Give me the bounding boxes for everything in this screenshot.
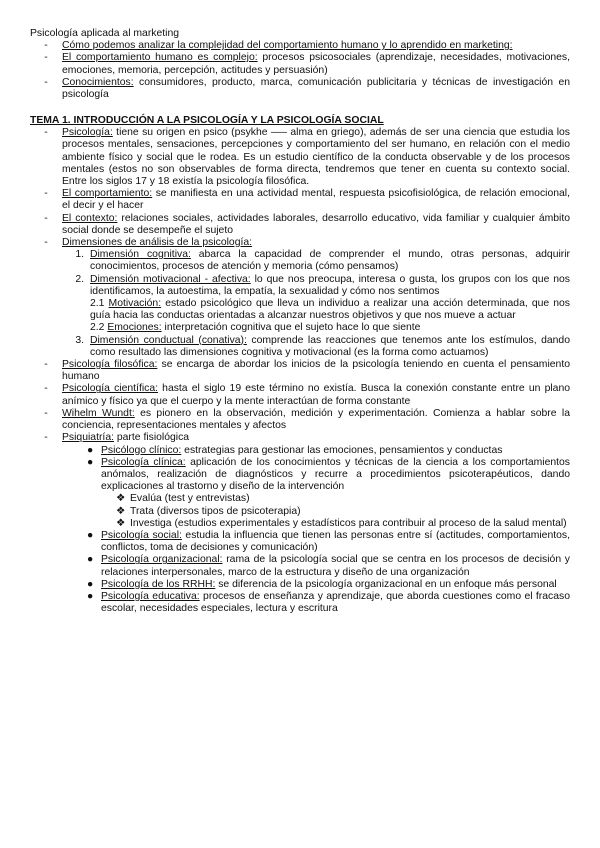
bullet-label: Psicología de los RRHH: [101,578,216,590]
dash-marker: - [44,52,48,64]
bullet-marker: ● [87,554,94,566]
intro-label: Cómo podemos analizar la complejidad del comportamiento humano y lo aprendido en marketing: [62,40,513,52]
diamond-marker: ❖ [116,517,126,529]
dash-marker: - [44,188,48,200]
subdimension-label: Emociones: [107,322,162,334]
bullet-item [87,591,570,615]
diamond-marker: ❖ [116,505,126,517]
diamond-marker: ❖ [116,493,126,505]
bullet-text: se diferencia de la psicología organizacional en un enfoque más personal [215,578,557,590]
intro-label: Conocimientos: [62,76,134,88]
list-item [30,432,570,444]
bullet-item [87,530,570,554]
bullet-label: Psicología educativa: [101,590,200,602]
bullet-text: rama de la psicología social que se centra en los procesos de decisión y relaciones interpersonales, marco de la estructura y diseño de una organización [101,554,570,578]
dimension-label: Dimensión conductual (conativa): [90,334,247,346]
list-item [30,237,570,249]
list-item [30,127,570,188]
list-item [30,408,570,432]
bullet-marker: ● [87,444,94,456]
bullet-marker: ● [87,590,94,602]
bullet-label: Psicología clínica: [101,456,186,468]
bullet-text: aplicación de los conocimientos y técnicas de la ciencia a los comportamientos anómalos, realización de diagnósticos y recurre a procedimientos psicoterapéuticos, dando explicaciones al trastorno y diseño de la intervención [101,456,571,493]
item-label: Psicología filosófica: [62,359,158,371]
dimension-text: abarca la capacidad de comprender el mundo, otras personas, adquirir conocimientos, procesos de atención y memoria (cómo pensamos) [90,249,571,273]
dimension-item [62,274,570,298]
bullet-marker: ● [87,578,94,590]
dimension-number: 1. [75,249,84,261]
dimension-text: lo que nos preocupa, interesa o gusta, los grupos con los que nos identificamos, la autoestima, la empatía, la sexualidad y cómo nos sentimos [90,273,571,297]
sub-bullet-item [116,493,570,505]
bullet-label: Psicología organizacional: [101,554,223,566]
intro-item [30,40,570,52]
subdimension-label: Motivación: [108,298,162,310]
dash-marker: - [44,383,48,395]
bullet-marker: ● [87,456,94,468]
dimension-item [62,249,570,273]
item-label: Dimensiones de análisis de la psicología: [62,237,253,249]
section-title: TEMA 1. INTRODUCCIÓN A LA PSICOLOGÍA Y LA PSICOLOGÍA SOCIAL [30,115,384,127]
intro-label: El comportamiento humano es complejo: [62,52,258,64]
sub-bullet-item [116,518,570,530]
dimension-label: Dimensión cognitiva: [90,249,191,261]
subdimension-item [62,298,570,322]
bullet-text: procesos de enseñanza y aprendizaje, que aborda cuestiones como el fracaso escolar, necesidades especiales, lectura y escritura [101,590,570,615]
sub-bullet-text: Investiga (estudios experimentales y estadísticos para contribuir al proceso de la salud mental) [130,517,567,529]
intro-item [30,52,570,76]
subdimension-item [62,322,570,334]
dash-marker: - [44,40,48,52]
dash-marker: - [44,407,48,419]
sub-bullet-text: Trata (diversos tipos de psicoterapia) [130,505,301,517]
item-label: Psicología científica: [62,383,158,395]
sub-bullet-text: Evalúa (test y entrevistas) [130,493,250,505]
item-label: Wihelm Wundt: [62,407,135,419]
dimension-text: comprende las reacciones que tenemos ante los estímulos, dando como resultado las dimensiones cognitiva y motivacional (es la forma como actuamos) [90,334,570,358]
dimension-number: 3. [75,334,84,346]
subdimension-number: 2.1 [90,298,105,310]
bullet-label: Psicólogo clínico: [101,444,182,456]
bullet-text: estudia la influencia que tienen las personas entre sí (actitudes, comportamientos, conflictos, toma de decisiones y comunicación) [101,529,570,554]
bullet-item [87,554,570,578]
list-item [30,213,570,237]
bullet-marker: ● [87,529,94,541]
item-label: El comportamiento: [62,188,153,200]
item-label: Psiquiatría: [62,432,114,444]
subdimension-number: 2.2 [90,322,105,334]
dimension-item [62,335,570,359]
sub-bullet-item [116,506,570,518]
dash-marker: - [44,76,48,88]
document-title: Psicología aplicada al marketing [30,28,180,39]
item-label: Psicología: [62,127,113,139]
dash-marker: - [44,359,48,371]
bullet-text: estrategias para gestionar las emociones, pensamientos y conductas [181,444,503,456]
list-item [30,188,570,212]
item-text: se manifiesta en una actividad mental, respuesta psicofisiológica, de relación emocional, el decir y el hacer [62,188,570,212]
subdimension-text: interpretación cognitiva que el sujeto hace lo que siente [161,322,421,334]
item-text: hasta el siglo 19 este término no existía. Busca la conexión constante entre un plano anímico y físico ya que el cuerpo y la mente interactúan de forma constante [62,383,570,407]
item-text: tiene su origen en psico (psykhe —– alma en griego), además de ser una ciencia que estudia los procesos mentales, sensaciones, percepciones y comportamiento del ser humano, en relación con el medio ambiente físico y social que le rodea. Es un estudio científico de la conducta observable y de los procesos mentales (estos no son observables de forma directa, tendremos que tener en cuenta su contexto social. Entre los siglos 17 y 18 existía la psicología filosófica. [62,127,570,188]
bullet-item [87,579,570,591]
bullet-item [87,457,570,494]
intro-text: consumidores, producto, marca, comunicación publicitaria y técnicas de investigación en psicología [62,76,570,101]
subdimension-text: estado psicológico que lleva un individuo a realizar una acción determinada, que nos guía hacia las conductas orientadas a alcanzar nuestros objetivos y que nos mueve a actuar [90,298,571,322]
bullet-label: Psicología social: [101,529,182,541]
list-item [30,383,570,407]
list-item [30,359,570,383]
item-text: es pionero en la observación, medición y experimentación. Comienza a hablar sobre la conciencia, representaciones mentales y afectos [62,407,570,432]
dimension-label: Dimensión motivacional - afectiva: [90,273,251,285]
item-text: se encarga de abordar los inicios de la psicología teniendo en cuenta el pensamiento humano [62,359,570,383]
dash-marker: - [44,212,48,224]
dimension-number: 2. [75,273,84,285]
dash-marker: - [44,127,48,139]
intro-item [30,77,570,101]
dash-marker: - [44,432,48,444]
bullet-item [87,445,570,457]
item-label: El contexto: [62,212,118,224]
dash-marker: - [44,237,48,249]
intro-text: procesos psicosociales (aprendizaje, necesidades, motivaciones, emociones, memoria, percepción, actitudes y persuasión) [62,52,570,76]
item-text: parte fisiológica [113,432,190,444]
item-text: relaciones sociales, actividades laborales, desarrollo educativo, vida familiar y cualquier ámbito social donde se desempeñe el sujeto [62,212,571,236]
